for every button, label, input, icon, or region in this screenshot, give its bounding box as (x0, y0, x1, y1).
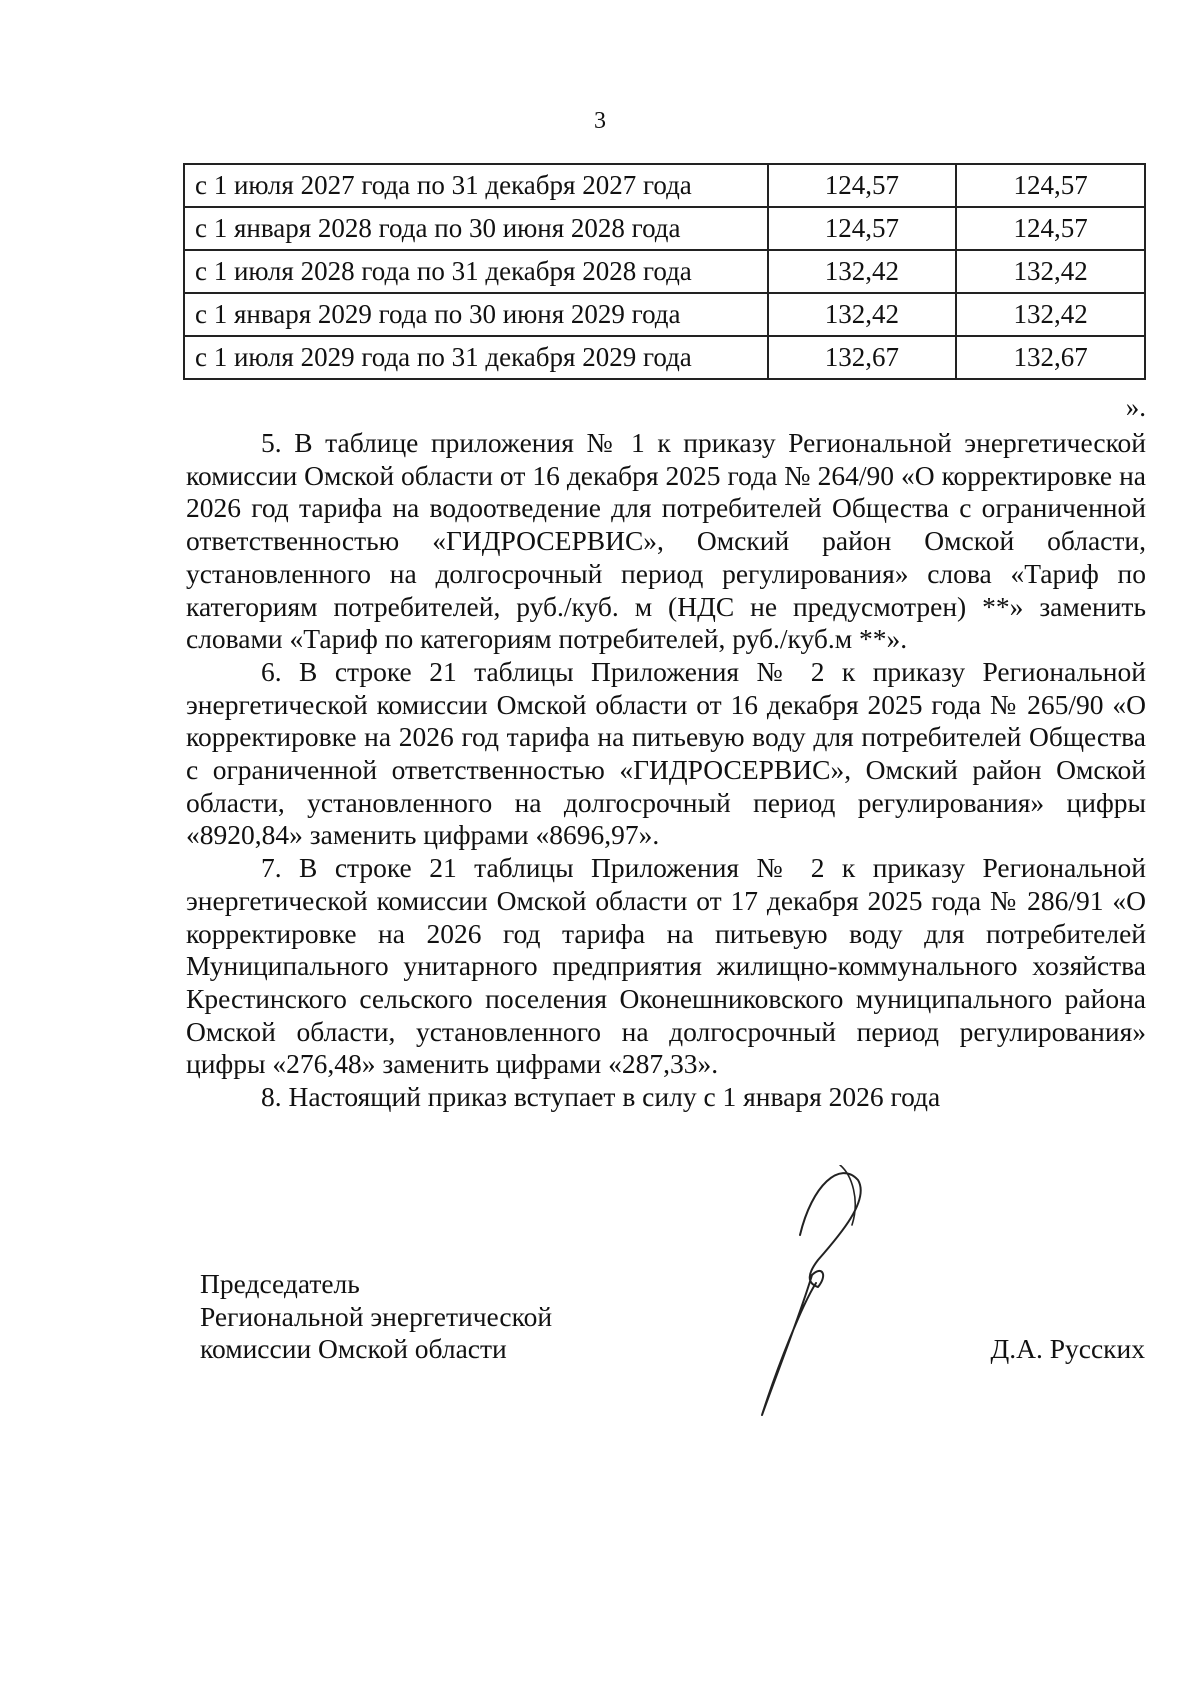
table-row (184, 293, 1145, 336)
table-row (184, 250, 1145, 293)
value-cell: 132,42 (768, 250, 957, 293)
signatory-title-line: Региональной энергетической (200, 1300, 553, 1332)
period-cell: с 1 января 2029 года по 30 июня 2029 года (184, 293, 768, 336)
table-row (184, 207, 1145, 250)
paragraph-5: 5. В таблице приложения № 1 к приказу Региональной энергетической комиссии Омской области от 16 декабря 2025 года № 264/90 «О корректировке на 2026 год тарифа на водоотведение для потребителей Общества с ограниченной ответственностью «ГИДРОСЕРВИС», Омский район Омской области, установленного на долгосрочный период регулирования» слова «Тариф по категориям потребителей, руб./куб. м (НДС не предусмотрен) **» заменить словами «Тариф по категориям потребителей, руб./куб.м **». (186, 427, 1146, 655)
signatory-title-line: комиссии Омской области (200, 1333, 507, 1364)
period-cell: с 1 июля 2029 года по 31 декабря 2029 года (184, 336, 768, 379)
paragraph-8: 8. Настоящий приказ вступает в силу с 1 января 2026 года (261, 1081, 941, 1113)
value-cell: 124,57 (768, 164, 957, 207)
period-cell: с 1 июля 2028 года по 31 декабря 2028 года (184, 250, 768, 293)
page-number: 3 (594, 108, 606, 134)
period-cell: с 1 января 2028 года по 30 июня 2028 года (184, 207, 768, 250)
value-cell: 124,57 (956, 164, 1145, 207)
signatory-title (200, 1268, 552, 1366)
period-cell: с 1 июля 2027 года по 31 декабря 2027 года (184, 164, 768, 207)
value-cell: 132,42 (768, 293, 957, 336)
value-cell: 132,67 (768, 336, 957, 379)
value-cell: 132,67 (956, 336, 1145, 379)
signer-name: Д.А. Русских (990, 1333, 1145, 1364)
document-body (186, 427, 1146, 1114)
value-cell: 132,42 (956, 293, 1145, 336)
paragraph-6: 6. В строке 21 таблицы Приложения № 2 к приказу Региональной энергетической комиссии Омской области от 16 декабря 2025 года № 265/90 «О корректировке на 2026 год тарифа на питьевую воду для потребителей Общества с ограниченной ответственностью «ГИДРОСЕРВИС», Омский район Омской области, установленного на долгосрочный период регулирования» цифры «8920,84» заменить цифрами «8696,97». (186, 655, 1146, 851)
value-cell: 124,57 (768, 207, 957, 250)
table-row (184, 164, 1145, 207)
table-close-quote: ». (1125, 392, 1146, 422)
signatory-title-line: Председатель (200, 1268, 360, 1299)
handwritten-signature-icon (740, 1165, 880, 1425)
value-cell: 124,57 (956, 207, 1145, 250)
tariff-table (183, 163, 1146, 380)
value-cell: 132,42 (956, 250, 1145, 293)
paragraph-7: 7. В строке 21 таблицы Приложения № 2 к приказу Региональной энергетической комиссии Омской области от 17 декабря 2025 года № 286/91 «О корректировке на 2026 год тарифа на питьевую воду для потребителей Муниципального унитарного предприятия жилищно-коммунального хозяйства Крестинского сельского поселения Оконешниковского муниципального района Омской области, установленного на долгосрочный период регулирования» цифры «276,48» заменить цифрами «287,33». (186, 852, 1146, 1080)
table-row (184, 336, 1145, 379)
